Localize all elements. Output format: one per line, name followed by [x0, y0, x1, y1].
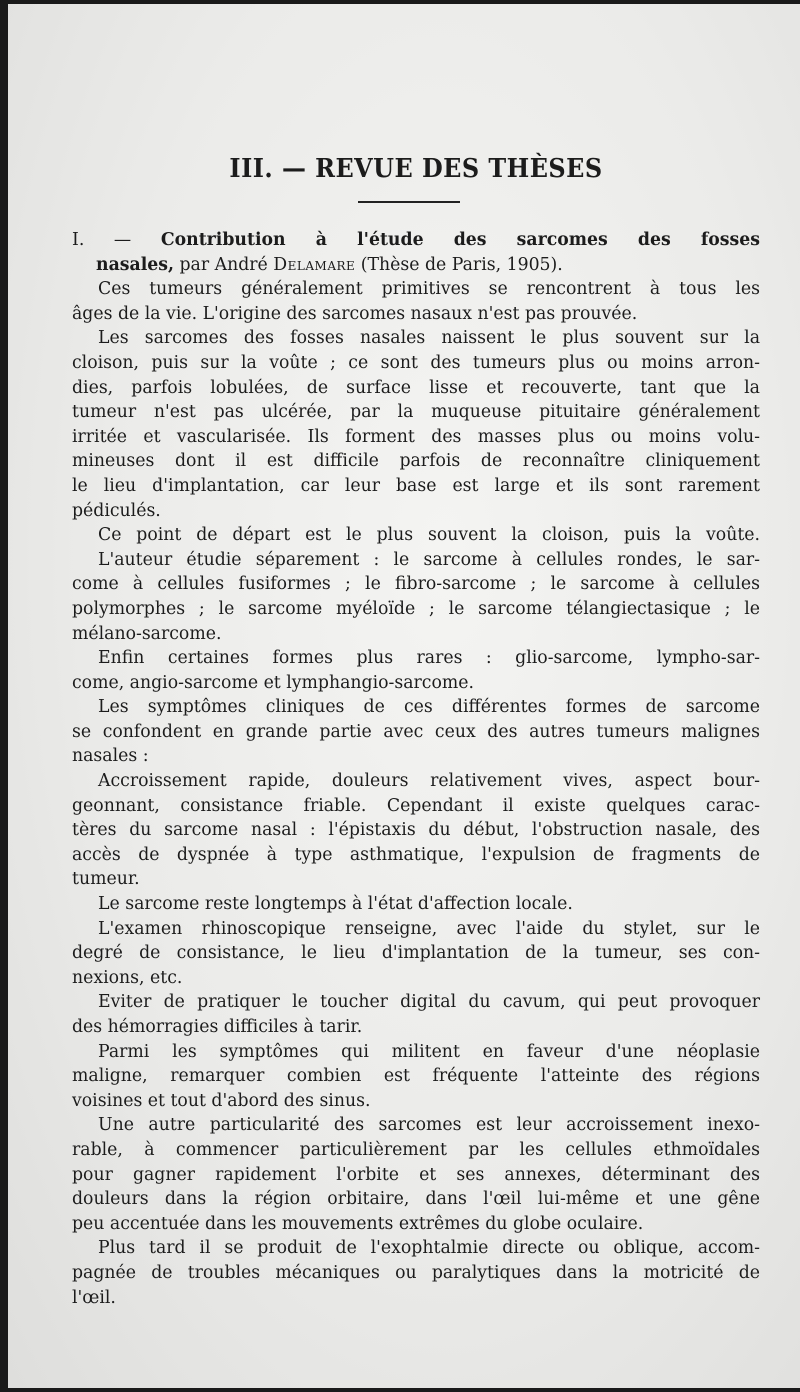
text-line: come, angio-sarcome et lymphangio-sarcome.: [72, 672, 474, 693]
text-line: Ce point de départ est le plus souvent la cloison, puis la voûte.: [98, 525, 760, 546]
text-line: tumeur.: [72, 869, 140, 890]
text-line: se confondent en grande partie avec ceux des autres tumeurs malignes: [72, 721, 760, 742]
text-line: l'œil.: [72, 1287, 116, 1308]
text-line: douleurs dans la région orbitaire, dans l'œil lui-même et une gêne: [72, 1189, 760, 1210]
text-line: Enfin certaines formes plus rares : glio-sarcome, lympho-sar-: [98, 648, 760, 669]
text-line: polymorphes ; le sarcome myéloïde ; le sarcome télangiectasique ; le: [72, 598, 760, 619]
text-line: tumeur n'est pas ulcérée, par la muqueuse pituitaire généralement: [72, 402, 760, 423]
author-surname: Delamare: [273, 254, 356, 275]
article-title-part-2: nasales,: [96, 254, 174, 275]
text-line: L'auteur étudie séparement : le sarcome à cellules rondes, le sar-: [98, 549, 760, 570]
text-line: Les symptômes cliniques de ces différentes formes de sarcome: [98, 697, 760, 718]
text-line: tères du sarcome nasal : l'épistaxis du début, l'obstruction nasale, des: [72, 820, 760, 841]
text-line: geonnant, consistance friable. Cependant il existe quelques carac-: [72, 795, 760, 816]
text-line: Accroissement rapide, douleurs relativement vives, aspect bour-: [98, 771, 760, 792]
text-line: mineuses dont il est difficile parfois de reconnaître cliniquement: [72, 451, 760, 472]
text-line: accès de dyspnée à type asthmatique, l'expulsion de fragments de: [72, 844, 760, 865]
text-line: âges de la vie. L'origine des sarcomes nasaux n'est pas prouvée.: [72, 303, 638, 324]
text-line: dies, parfois lobulées, de surface lisse et recouverte, tant que la: [72, 377, 760, 398]
article-title-line-1: [72, 228, 760, 253]
text-line: Parmi les symptômes qui militent en faveur d'une néoplasie: [98, 1041, 760, 1062]
text-line: pagnée de troubles mécaniques ou paralytiques dans la motricité de: [72, 1262, 760, 1283]
text-line: rable, à commencer particulièrement par les cellules ethmoïdales: [72, 1139, 760, 1160]
article-number: I. —: [72, 230, 132, 250]
text-line: degré de consistance, le lieu d'implantation de la tumeur, ses con-: [72, 943, 760, 964]
text-line: irritée et vascularisée. Ils forment des masses plus ou moins volu-: [72, 426, 760, 447]
text-line: cloison, puis sur la voûte ; ce sont des tumeurs plus ou moins arron-: [72, 352, 760, 373]
text-line: peu accentuée dans les mouvements extrêmes du globe oculaire.: [72, 1213, 644, 1234]
text-line: des hémorragies difficiles à tarir.: [72, 1017, 363, 1037]
byline-prefix: par André: [179, 254, 268, 275]
text-line: pour gagner rapidement l'orbite et ses annexes, déterminant des: [72, 1164, 760, 1185]
text-line: Les sarcomes des fosses nasales naissent le plus souvent sur la: [98, 328, 760, 349]
text-line: Le sarcome reste longtemps à l'état d'affection locale.: [98, 894, 573, 915]
text-line: L'examen rhinoscopique renseigne, avec l'aide du stylet, sur le: [98, 918, 760, 939]
text-line: come à cellules fusiformes ; le fibro-sarcome ; le sarcome à cellules: [72, 574, 760, 595]
paragraph-lines: [72, 277, 760, 1310]
text-line: mélano-sarcome.: [72, 623, 222, 644]
text-line: voisines et tout d'abord des sinus.: [72, 1090, 371, 1111]
text-line: Plus tard il se produit de l'exophtalmie directe ou oblique, accom-: [98, 1238, 760, 1259]
text-line: pédiculés.: [72, 500, 161, 521]
text-line: nexions, etc.: [72, 967, 183, 988]
text-line: Ces tumeurs généralement primitives se rencontrent à tous les: [98, 279, 760, 300]
byline-suffix: (Thèse de Paris, 1905).: [360, 254, 563, 275]
text-line: maligne, remarquer combien est fréquente l'atteinte des régions: [72, 1066, 760, 1087]
article-title-line-2: [72, 253, 760, 278]
article-title-part-1: Contribution à l'étude des sarcomes des fosses: [160, 230, 760, 250]
heading-rule: [358, 201, 460, 203]
text-line: nasales :: [72, 746, 149, 767]
article-body: [72, 228, 760, 1310]
book-page: [8, 4, 800, 1388]
text-line: le lieu d'implantation, car leur base est large et ils sont rarement: [72, 475, 760, 496]
text-line: Eviter de pratiquer le toucher digital du cavum, qui peut provoquer: [98, 992, 760, 1013]
section-heading: III. — REVUE DES THÈSES: [229, 154, 603, 184]
text-line: Une autre particularité des sarcomes est leur accroissement inexo-: [98, 1115, 760, 1136]
